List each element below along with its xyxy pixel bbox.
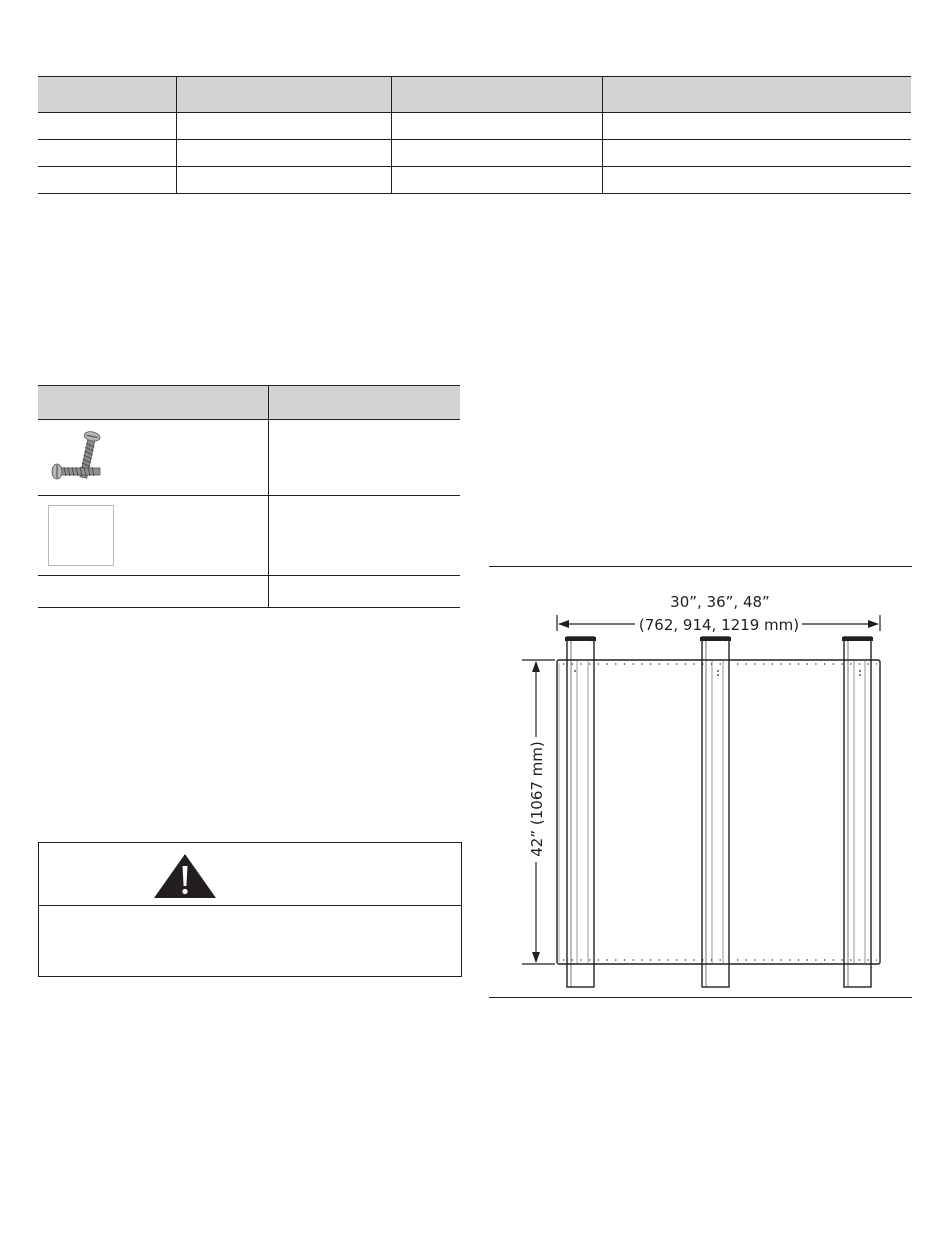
width-label: 30”, 36”, 48” (670, 593, 770, 611)
table-row (38, 167, 911, 194)
table-row (38, 140, 911, 167)
table-row (38, 496, 460, 576)
figure-bottom-rule (489, 997, 912, 998)
table-header-row (38, 385, 460, 420)
header-cell (391, 77, 602, 112)
width-label-mm: (762, 914, 1219 mm) (638, 616, 800, 634)
header-cell (602, 77, 911, 112)
table-header-row (38, 76, 911, 113)
wall-studs (567, 637, 871, 987)
table-row (38, 576, 460, 608)
header-cell (38, 77, 176, 112)
warning-box (38, 842, 462, 977)
height-label: 42” (1067 mm) (528, 741, 546, 857)
header-cell (268, 386, 460, 419)
parts-table (38, 385, 460, 608)
specifications-table (38, 76, 911, 194)
warning-header (39, 843, 461, 906)
screws-icon (48, 430, 108, 485)
table-row (38, 420, 460, 496)
table-row (38, 113, 911, 140)
header-cell (176, 77, 391, 112)
header-cell (38, 386, 268, 419)
installation-diagram (489, 567, 912, 997)
warning-triangle-icon (153, 853, 217, 899)
part-image (48, 505, 114, 566)
